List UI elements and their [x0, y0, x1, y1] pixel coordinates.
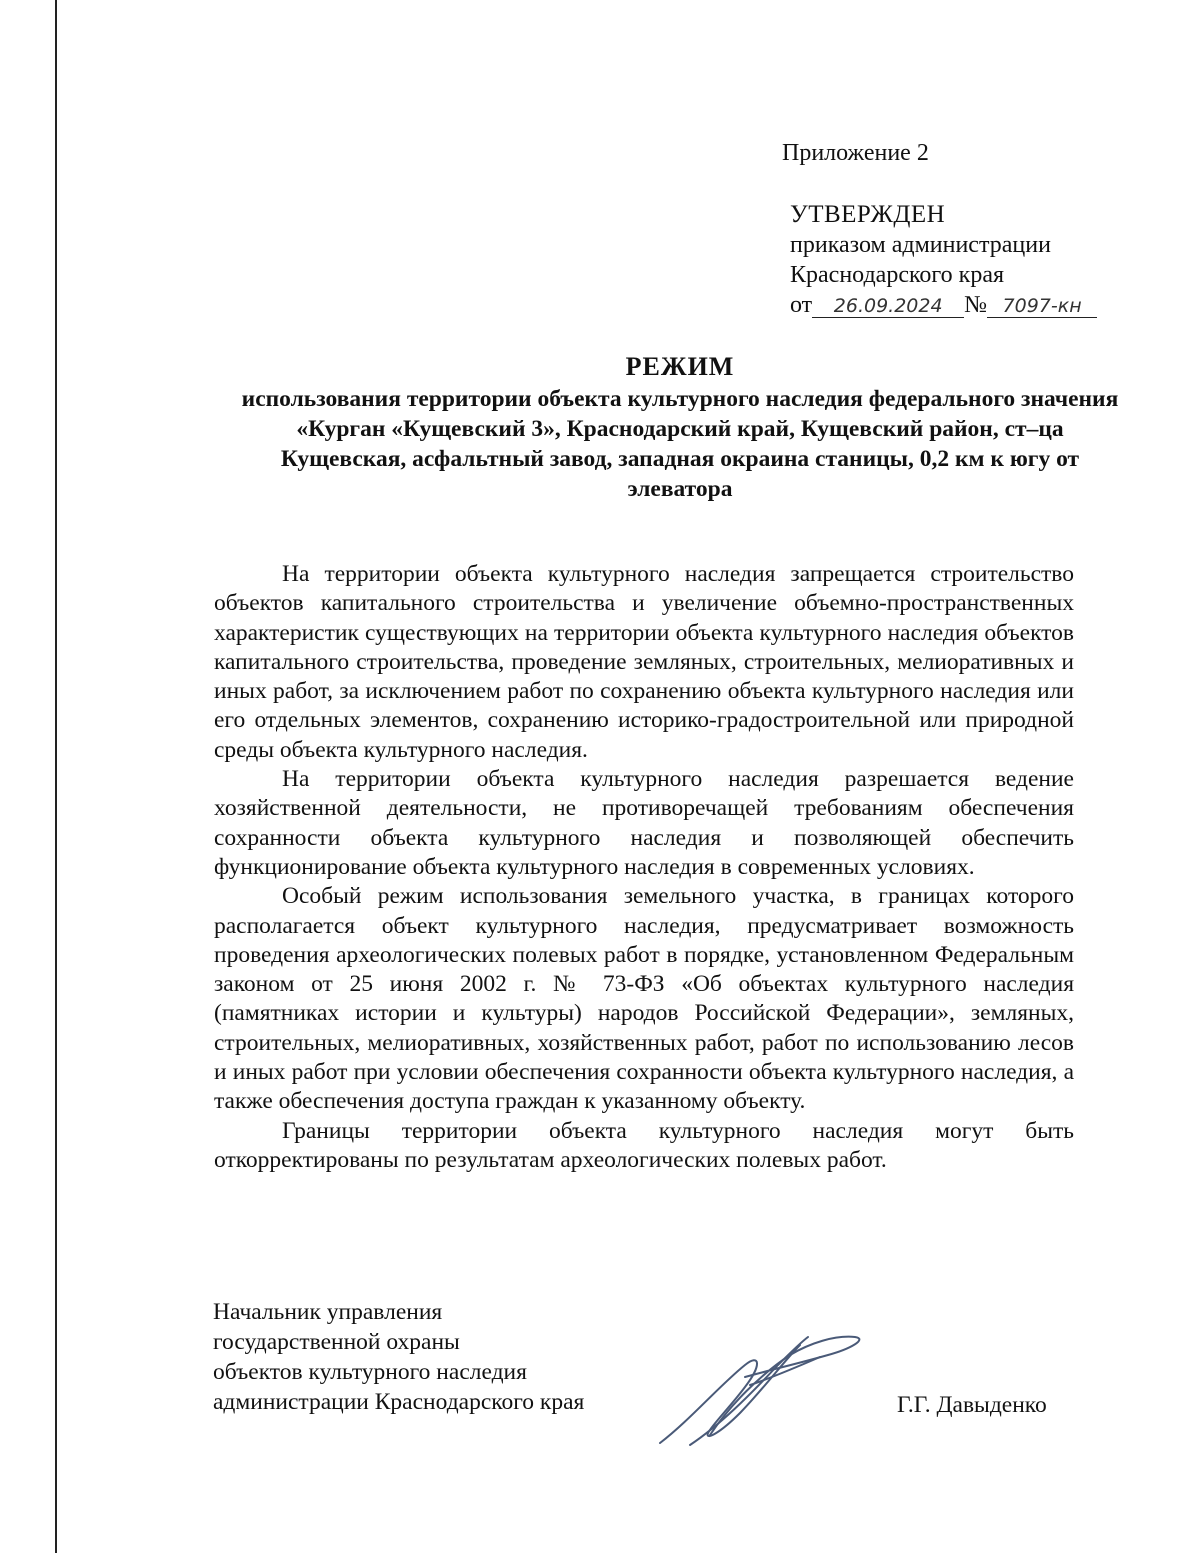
handwritten-date: 26.09.2024	[812, 295, 964, 318]
position-line-2: государственной охраны	[213, 1329, 460, 1355]
date-prefix: от	[790, 292, 813, 318]
approved-by-line-1: приказом администрации	[790, 232, 1051, 258]
body-paragraph: На территории объекта культурного наследия разрешается ведение хозяйственной деятельности, не противоречащей требованиям обеспечения сохранности объекта культурного наследия и позволяющей обеспечить функционирование объекта культурного наследия в современных условиях.	[214, 766, 1074, 880]
approval-stamp-block	[790, 200, 1097, 320]
position-line-4: администрации Краснодарского края	[213, 1389, 585, 1415]
approval-date-line	[790, 290, 1097, 320]
position-line-1: Начальник управления	[213, 1299, 443, 1325]
document-subtitle: использования территории объекта культурного наследия федерального значения «Курган «Кущевский 3», Краснодарский край, Кущевский район, ст–ца Кущевская, асфальтный завод, западная окраина станицы, 0,2 км к югу от элеватора	[241, 386, 1119, 502]
body-paragraph: Границы территории объекта культурного наследия могут быть откорректированы по результатам археологических полевых работ.	[214, 1117, 1074, 1173]
handwritten-signature	[650, 1325, 870, 1455]
approved-heading: УТВЕРЖДЕН	[790, 201, 946, 228]
body-paragraph: Особый режим использования земельного участка, в границах которого располагается объект культурного наследия, предусматривает возможность проведения археологических полевых работ в порядке, установленном Федеральным законом от 25 июня 2002 г. № 73-ФЗ «Об объектах культурного наследия (памятниках истории и культуры) народов Российской Федерации», земляных, строительных, мелиоративных, хозяйственных работ, работ по использованию лесов и иных работ при условии обеспечения сохранности объекта культурного наследия, а также обеспечения доступа граждан к указанному объекту.	[214, 883, 1074, 1115]
page-left-border	[55, 0, 57, 1553]
signatory-name: Г.Г. Давыденко	[897, 1392, 1047, 1418]
body-paragraph: На территории объекта культурного наследия запрещается строительство объектов капитального строительства и увеличение объемно-пространственных характеристик существующих на территории объекта культурного наследия объектов капитального строительства, проведение земляных, строительных, мелиоративных и иных работ, за исключением работ по сохранению объекта культурного наследия или его отдельных элементов, сохранению историко-градостроительной или природной среды объекта культурного наследия.	[214, 561, 1074, 763]
document-body	[214, 560, 1074, 1175]
approved-by-line-2: Краснодарского края	[790, 262, 1005, 288]
appendix-label: Приложение 2	[782, 140, 929, 166]
document-title: РЕЖИМ	[625, 352, 735, 381]
handwritten-number: 7097-кн	[987, 295, 1097, 318]
signatory-position	[213, 1297, 584, 1417]
number-prefix: №	[964, 292, 988, 318]
position-line-3: объектов культурного наследия	[213, 1359, 527, 1385]
document-title-block	[200, 350, 1160, 504]
